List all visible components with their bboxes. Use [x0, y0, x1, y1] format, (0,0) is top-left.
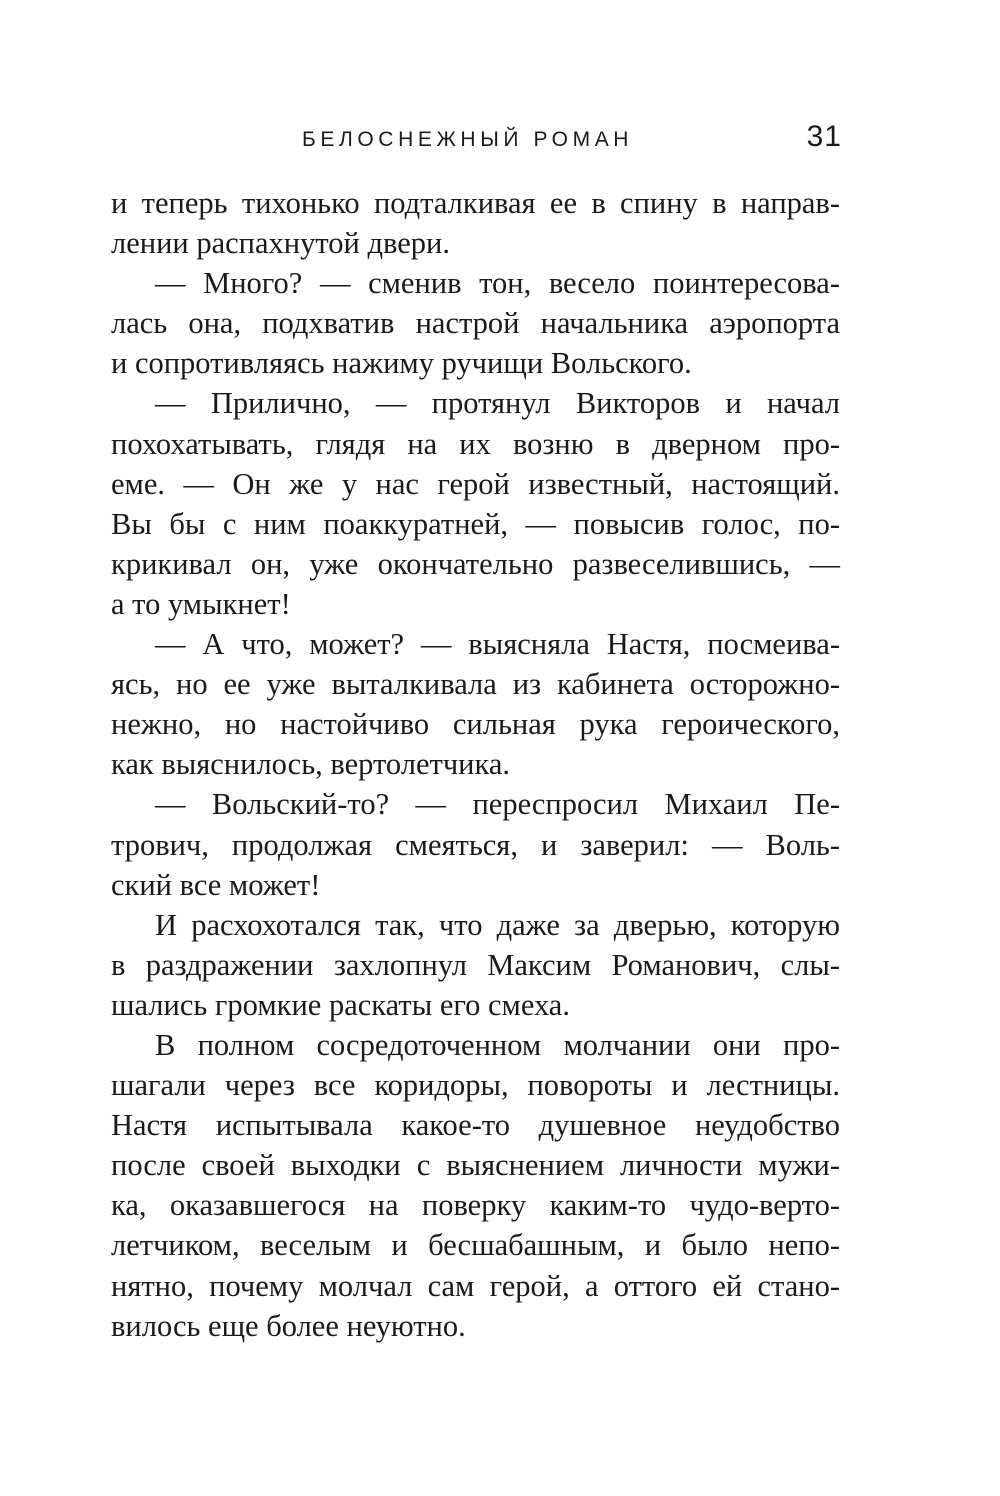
text-line: а то умыкнет! [111, 586, 291, 621]
text-line: лась она, подхватив настрой начальника аэропорта [111, 306, 840, 341]
body-text [111, 183, 840, 1346]
running-title: БЕЛОСНЕЖНЫЙ РОМАН [302, 128, 634, 151]
text-line: вилось еще более неуютно. [111, 1308, 466, 1343]
text-line: крикивал он, уже окончательно развеселившись, — [111, 546, 840, 581]
page-header [0, 120, 1000, 164]
text-line: шагали через все коридоры, повороты и лестницы. [111, 1068, 840, 1103]
text-line: Вы бы с ним поаккуратней, — повысив голос, по- [111, 506, 840, 541]
text-line: и сопротивляясь нажиму ручищи Вольского. [111, 346, 692, 381]
text-line: и теперь тихонько подталкивая ее в спину в направ- [111, 186, 840, 220]
text-line: еме. — Он же у нас герой известный, настоящий. [111, 466, 840, 501]
text-line: — Много? — сменив тон, весело поинтересова- [155, 266, 840, 301]
text-line: лении распахнутой двери. [111, 226, 450, 261]
text-line: — А что, может? — выясняла Настя, посмеива- [155, 627, 840, 662]
text-line: трович, продолжая смеяться, и заверил: — Воль- [111, 827, 840, 862]
text-line: — Вольский-то? — переспросил Михаил Пе- [155, 787, 840, 822]
text-line: ка, оказавшегося на поверку каким-то чудо-верто- [111, 1188, 840, 1223]
text-line: летчиком, веселым и бесшабашным, и было непо- [111, 1228, 840, 1263]
text-line: И расхохотался так, что даже за дверью, которую [155, 907, 840, 942]
text-line: В полном сосредоточенном молчании они про- [155, 1027, 840, 1062]
page-number: 31 [806, 120, 842, 153]
text-line: ский все может! [111, 867, 321, 902]
text-line: в раздражении захлопнул Максим Романович, слы- [111, 947, 840, 982]
text-line: нежно, но настойчиво сильная рука героического, [111, 707, 840, 742]
text-line: шались громкие раскаты его смеха. [111, 987, 570, 1022]
text-line: после своей выходки с выяснением личности мужи- [111, 1148, 840, 1183]
text-line: похохатывать, глядя на их возню в дверном про- [111, 426, 840, 461]
text-line: ясь, но ее уже выталкивала из кабинета осторожно- [111, 667, 840, 702]
text-line: нятно, почему молчал сам герой, а оттого ей стано- [111, 1268, 840, 1303]
text-line: — Прилично, — протянул Викторов и начал [155, 386, 840, 421]
text-line: Настя испытывала какое-то душевное неудобство [111, 1108, 840, 1143]
text-line: как выяснилось, вертолетчика. [111, 747, 511, 782]
